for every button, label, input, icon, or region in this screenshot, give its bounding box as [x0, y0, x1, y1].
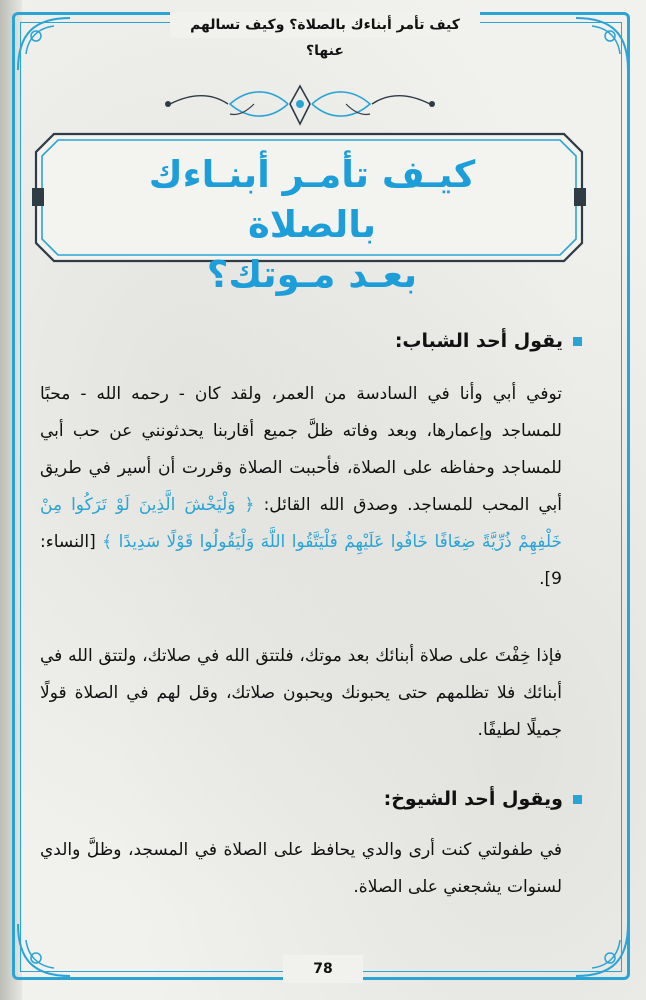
chapter-title-line2: بعـد مـوتك؟: [206, 253, 418, 296]
corner-ornament-icon: [572, 14, 632, 74]
paragraph-childhood: [40, 832, 562, 906]
chapter-title-box: [32, 130, 586, 296]
section-heading-text: يقول أحد الشباب:: [394, 330, 563, 352]
corner-ornament-icon: [14, 14, 74, 74]
chapter-title-line1: كيـف تأمـر أبنـاءك بالصلاة: [148, 153, 476, 246]
chapter-title: [92, 150, 532, 300]
quran-verse: ﴿ وَلْيَخْشَ الَّذِينَ لَوْ تَرَكُوا مِنْ خَلْفِهِمْ ذُرِّيَّةً ضِعَافًا خَافُوا عَلَيْهِمْ فَلْيَتَّقُوا اللَّهَ وَلْيَقُولُوا قَوْلًا سَدِيدًا ﴾: [40, 495, 562, 552]
section-heading-elder: [384, 788, 582, 810]
floral-ornament-icon: [150, 82, 450, 128]
page-number: 78: [283, 955, 363, 983]
verse-reference: [النساء: 9].: [40, 532, 562, 589]
running-header: كيف تأمر أبناءك بالصلاة؟ وكيف تسالهم عنها؟: [170, 12, 480, 38]
section-heading-youth: [395, 330, 582, 352]
paragraph-text: توفي أبي وأنا في السادسة من العمر، ولقد كان - رحمه الله - محبًا للمساجد وإعمارها، وبعد وفاته ظلَّ جميع أقاربنا يحدثونني عن حب أبي للمساجد وحفاظه على الصلاة، فأحببت الصلاة وقررت أن أسير في طريق أبي المحب للمساجد. وصدق الله القائل:: [40, 384, 562, 515]
paragraph-advice: [40, 638, 562, 749]
square-bullet-icon: [573, 337, 582, 346]
section-heading-text: ويقول أحد الشيوخ:: [383, 788, 563, 810]
square-bullet-icon: [573, 795, 582, 804]
corner-ornament-icon: [14, 920, 74, 980]
paragraph-father-story: [40, 376, 562, 598]
paragraph-text: فإذا خِفْتَ على صلاة أبنائك بعد موتك، فلتتق الله في صلاتك، ولتتق الله في أبنائك فلا تظلمهم حتى يحبونك ويحبون صلاتك، وقل لهم في الصلاة قولًا جميلًا لطيفًا.: [40, 646, 562, 740]
corner-ornament-icon: [572, 920, 632, 980]
paragraph-text: في طفولتي كنت أرى والدي يحافظ على الصلاة في المسجد، وظلَّ والدي لسنوات يشجعني على الصلاة.: [40, 840, 562, 897]
